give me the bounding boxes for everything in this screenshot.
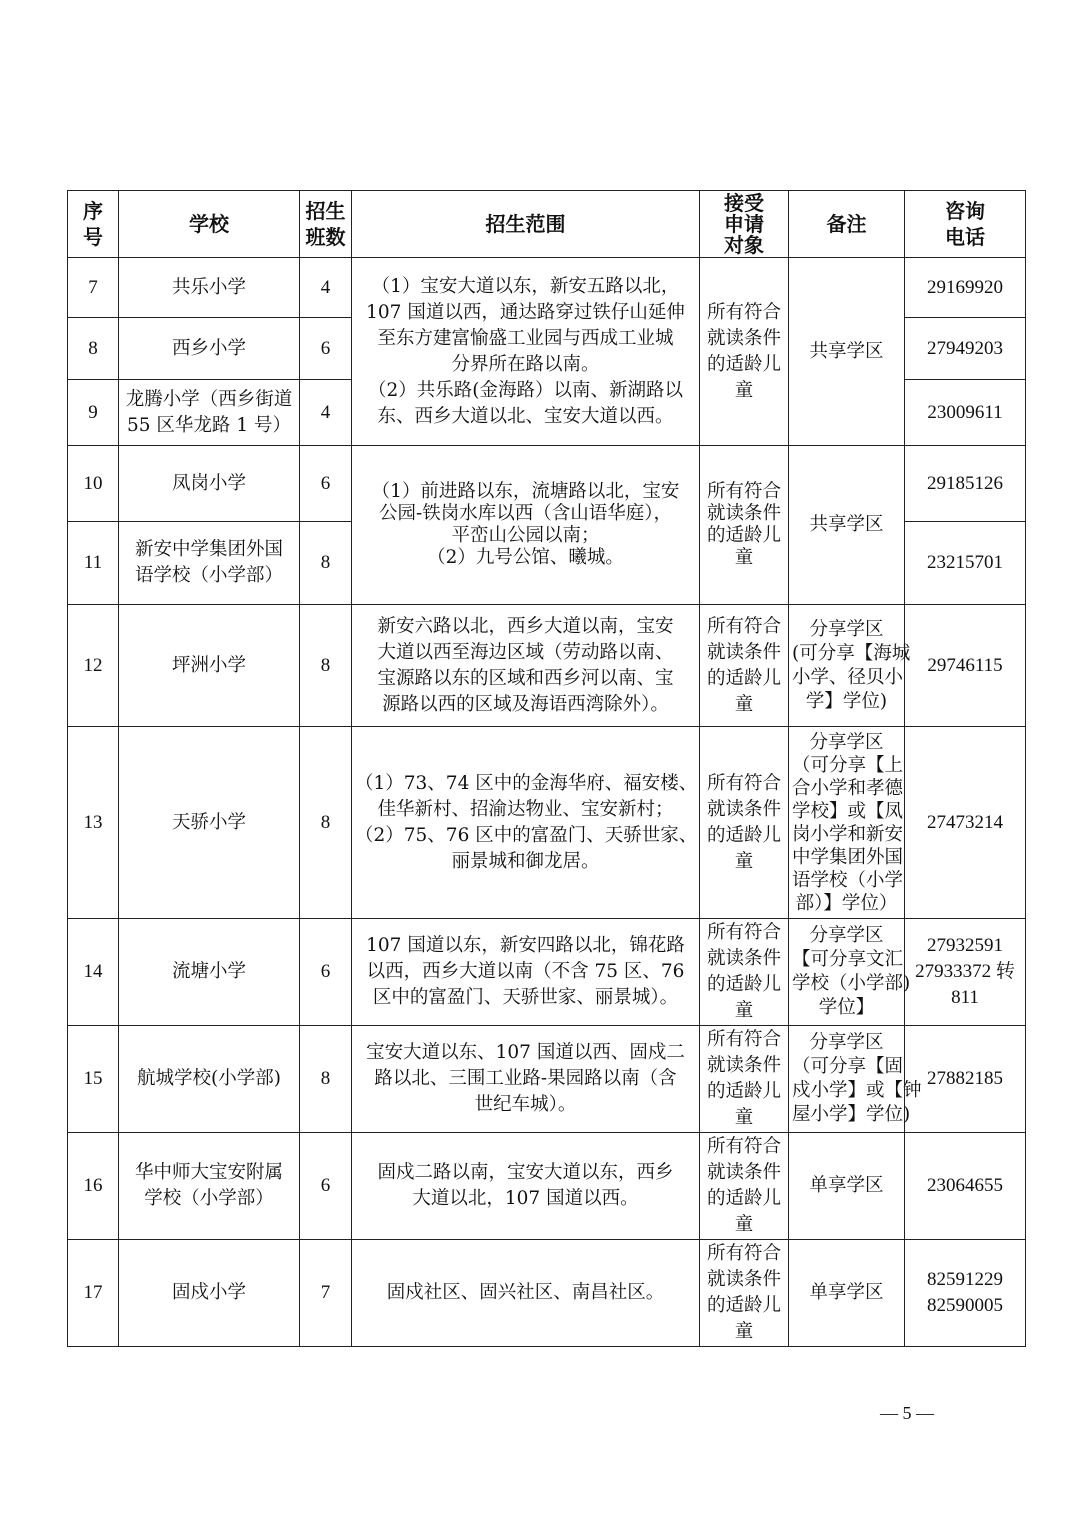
target-cell: 所有符合 就读条件 的适龄儿 童 <box>700 446 789 605</box>
target-cell: 所有符合 就读条件 的适龄儿 童 <box>700 1133 789 1240</box>
remark-cell: 共享学区 <box>789 258 905 446</box>
table-row <box>68 605 1026 727</box>
row-seq: 7 <box>68 258 119 318</box>
row-phone: 23064655 <box>905 1133 1026 1240</box>
page-number: — 5 — <box>880 1403 934 1423</box>
row-phone: 23009611 <box>905 380 1026 446</box>
range-cell: （1）宝安大道以东，新安五路以北， 107 国道以西，通达路穿过铁仔山延伸 至东方建富愉盛工业园与西成工业城 分界所在路以南。 （2）共乐路(金海路）以南、新湖路以 东、西乡大道以北、宝安大道以西。 <box>352 258 700 446</box>
remark-cell: 分享学区 【可分享文汇 学校（小学部) 学位】 <box>789 919 905 1026</box>
remark-cell: 分享学区 (可分享【海城 小学、径贝小 学】学位) <box>789 605 905 727</box>
row-phone: 82591229 82590005 <box>905 1240 1026 1347</box>
row-classes: 6 <box>300 446 352 522</box>
header-classes: 招生 班数 <box>300 191 352 258</box>
range-cell: 宝安大道以东、107 国道以西、固戍二 路以北、三围工业路-果园路以南（含 世纪车城）。 <box>352 1026 700 1133</box>
row-school: 共乐小学 <box>119 258 300 318</box>
row-phone: 29746115 <box>905 605 1026 727</box>
row-school: 固戍小学 <box>119 1240 300 1347</box>
target-cell: 所有符合 就读条件 的适龄儿 童 <box>700 727 789 919</box>
row-phone: 27473214 <box>905 727 1026 919</box>
table-row <box>68 446 1026 522</box>
header-remark: 备注 <box>789 191 905 258</box>
enrollment-table <box>67 190 1026 1347</box>
row-seq: 13 <box>68 727 119 919</box>
remark-cell: 单享学区 <box>789 1240 905 1347</box>
row-classes: 8 <box>300 1026 352 1133</box>
range-cell: 固戍二路以南，宝安大道以东，西乡 大道以北，107 国道以西。 <box>352 1133 700 1240</box>
table-row <box>68 919 1026 1026</box>
row-classes: 7 <box>300 1240 352 1347</box>
row-seq: 9 <box>68 380 119 446</box>
row-classes: 8 <box>300 605 352 727</box>
row-phone: 27932591 27933372 转 811 <box>905 919 1026 1026</box>
table-row <box>68 1133 1026 1240</box>
remark-cell: 单享学区 <box>789 1133 905 1240</box>
row-phone: 27949203 <box>905 318 1026 380</box>
row-school: 天骄小学 <box>119 727 300 919</box>
row-seq: 14 <box>68 919 119 1026</box>
table-row <box>68 1240 1026 1347</box>
row-classes: 8 <box>300 727 352 919</box>
row-school: 西乡小学 <box>119 318 300 380</box>
table-row <box>68 727 1026 919</box>
header-row <box>68 191 1026 258</box>
range-cell: （1）73、74 区中的金海华府、福安楼、 佳华新村、招渝达物业、宝安新村； （2）75、76 区中的富盈门、天骄世家、 丽景城和御龙居。 <box>352 727 700 919</box>
row-school: 航城学校(小学部) <box>119 1026 300 1133</box>
target-cell: 所有符合 就读条件 的适龄儿 童 <box>700 605 789 727</box>
row-seq: 11 <box>68 522 119 605</box>
header-phone: 咨询 电话 <box>905 191 1026 258</box>
row-seq: 8 <box>68 318 119 380</box>
row-classes: 6 <box>300 318 352 380</box>
row-phone: 29169920 <box>905 258 1026 318</box>
remark-cell: 分享学区 （可分享【上 合小学和孝德 学校】或【凤 岗小学和新安 中学集团外国 语学校（小学 部）】学位） <box>789 727 905 919</box>
header-school: 学校 <box>119 191 300 258</box>
row-seq: 17 <box>68 1240 119 1347</box>
row-phone: 29185126 <box>905 446 1026 522</box>
range-cell: 新安六路以北，西乡大道以南，宝安 大道以西至海边区域（劳动路以南、 宝源路以东的区域和西乡河以南、宝 源路以西的区域及海语西湾除外）。 <box>352 605 700 727</box>
table-row <box>68 1026 1026 1133</box>
range-cell: 固戍社区、固兴社区、南昌社区。 <box>352 1240 700 1347</box>
row-school: 凤岗小学 <box>119 446 300 522</box>
header-target: 接受 申请 对象 <box>700 191 789 258</box>
row-seq: 12 <box>68 605 119 727</box>
row-classes: 4 <box>300 258 352 318</box>
row-school: 华中师大宝安附属 学校（小学部） <box>119 1133 300 1240</box>
target-cell: 所有符合 就读条件 的适龄儿 童 <box>700 1026 789 1133</box>
range-cell: 107 国道以东，新安四路以北，锦花路 以西，西乡大道以南（不含 75 区、76 区中的富盈门、天骄世家、丽景城）。 <box>352 919 700 1026</box>
target-cell: 所有符合 就读条件 的适龄儿 童 <box>700 258 789 446</box>
row-classes: 8 <box>300 522 352 605</box>
row-seq: 15 <box>68 1026 119 1133</box>
table-row <box>68 258 1026 318</box>
target-cell: 所有符合 就读条件 的适龄儿 童 <box>700 919 789 1026</box>
row-classes: 4 <box>300 380 352 446</box>
row-phone: 27882185 <box>905 1026 1026 1133</box>
row-classes: 6 <box>300 1133 352 1240</box>
row-school: 新安中学集团外国 语学校（小学部） <box>119 522 300 605</box>
target-cell: 所有符合 就读条件 的适龄儿 童 <box>700 1240 789 1347</box>
header-range: 招生范围 <box>352 191 700 258</box>
header-seq: 序 号 <box>68 191 119 258</box>
row-seq: 10 <box>68 446 119 522</box>
row-school: 龙腾小学（西乡街道 55 区华龙路 1 号） <box>119 380 300 446</box>
row-classes: 6 <box>300 919 352 1026</box>
remark-cell: 分享学区 （可分享【固 戍小学】或【钟 屋小学】学位) <box>789 1026 905 1133</box>
row-school: 坪洲小学 <box>119 605 300 727</box>
row-phone: 23215701 <box>905 522 1026 605</box>
row-school: 流塘小学 <box>119 919 300 1026</box>
remark-cell: 共享学区 <box>789 446 905 605</box>
range-cell: （1）前进路以东，流塘路以北，宝安 公园-铁岗水库以西（含山语华庭）， 平峦山公园以南； （2）九号公馆、曦城。 <box>352 446 700 605</box>
row-seq: 16 <box>68 1133 119 1240</box>
